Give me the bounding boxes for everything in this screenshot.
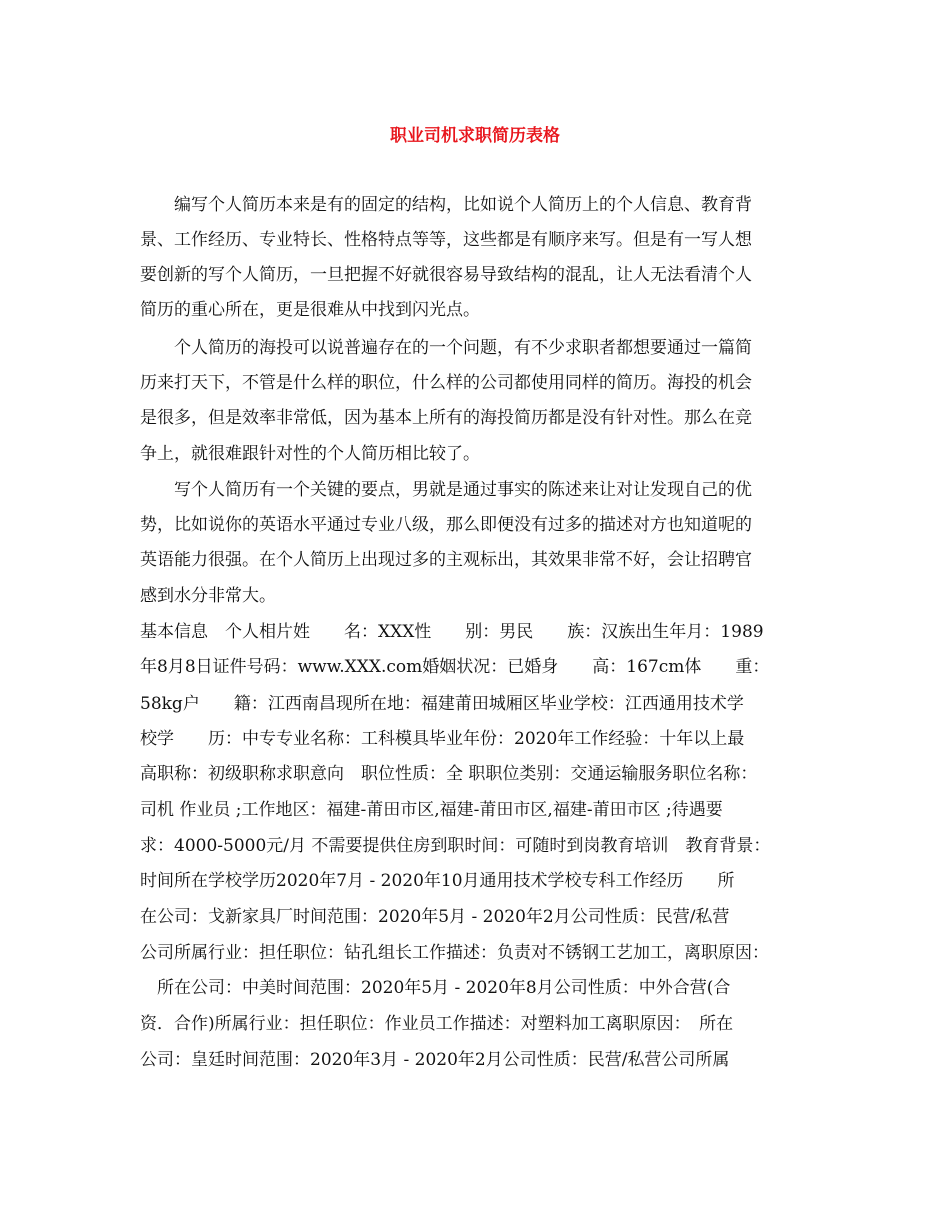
body-line: 争上，就很难跟针对性的个人简历相比较了。 xyxy=(140,444,480,464)
body-line: 要创新的写个人简历，一旦把握不好就很容易导致结构的混乱，让人无法看清个人 xyxy=(140,265,752,285)
body-line: 景、工作经历、专业特长、性格特点等等，这些都是有顺序来写。但是有一写人想 xyxy=(140,230,752,250)
body-line: 高职称：初级职称求职意向 职位性质：全 职职位类别：交通运输服务职位名称： xyxy=(140,764,758,784)
body-line: 势，比如说你的英语水平通过专业八级，那么即便没有过多的描述对方也知道呢的 xyxy=(140,515,752,535)
body-line: 是很多，但是效率非常低，因为基本上所有的海投简历都是没有针对性。那么在竞 xyxy=(140,408,752,428)
document-title: 职业司机求职简历表格 xyxy=(390,126,560,146)
body-line: 公司所属行业：担任职位：钻孔组长工作描述：负责对不锈钢工艺加工，离职原因： xyxy=(140,943,769,963)
body-line: 求：4000-5000元/月 不需要提供住房到职时间：可随时到岗教育培训 教育背景： xyxy=(140,836,771,856)
body-line: 英语能力很强。在个人简历上出现过多的主观标出，其效果非常不好，会让招聘官 xyxy=(140,550,752,570)
body-line: 所在公司：中美时间范围：2020年5月 - 2020年8月公司性质：中外合营(合 xyxy=(140,978,731,998)
body-line: 公司：皇廷时间范围：2020年3月 - 2020年2月公司性质：民营/私营公司所属 xyxy=(140,1050,730,1070)
body-line: 校学 历：中专专业名称：工科模具毕业年份：2020年工作经验：十年以上最 xyxy=(140,729,745,749)
body-line: 资．合作)所属行业：担任职位：作业员工作描述：对塑料加工离职原因： 所在 xyxy=(140,1014,734,1034)
body-line: 编写个人简历本来是有的固定的结构，比如说个人简历上的个人信息、教育背 xyxy=(140,195,752,215)
body-line: 写个人简历有一个关键的要点，男就是通过事实的陈述来让对让发现自己的优 xyxy=(140,480,752,500)
body-line: 个人简历的海投可以说普遍存在的一个问题，有不少求职者都想要通过一篇简 xyxy=(140,338,752,358)
body-line: 历来打天下，不管是什么样的职位，什么样的公司都使用同样的简历。海投的机会 xyxy=(140,373,752,393)
body-line: 基本信息 个人相片姓 名：XXX性 别：男民 族：汉族出生年月：1989 xyxy=(140,622,764,642)
body-line: 时间所在学校学历2020年7月 - 2020年10月通用技术学校专科工作经历 所 xyxy=(140,871,735,891)
body-line: 司机 作业员 ;工作地区：福建-莆田市区,福建-莆田市区,福建-莆田市区 ;待遇要 xyxy=(140,800,723,820)
body-line: 感到水分非常大。 xyxy=(140,586,276,606)
body-line: 年8月8日证件号码：www.XXX.com婚姻状况：已婚身 高：167cm体 重： xyxy=(140,657,770,677)
body-line: 58kg户 籍：江西南昌现所在地：福建莆田城厢区毕业学校：江西通用技术学 xyxy=(140,694,744,714)
body-line: 在公司：戈新家具厂时间范围：2020年5月 - 2020年2月公司性质：民营/私营 xyxy=(140,907,730,927)
body-line: 简历的重心所在，更是很难从中找到闪光点。 xyxy=(140,300,480,320)
